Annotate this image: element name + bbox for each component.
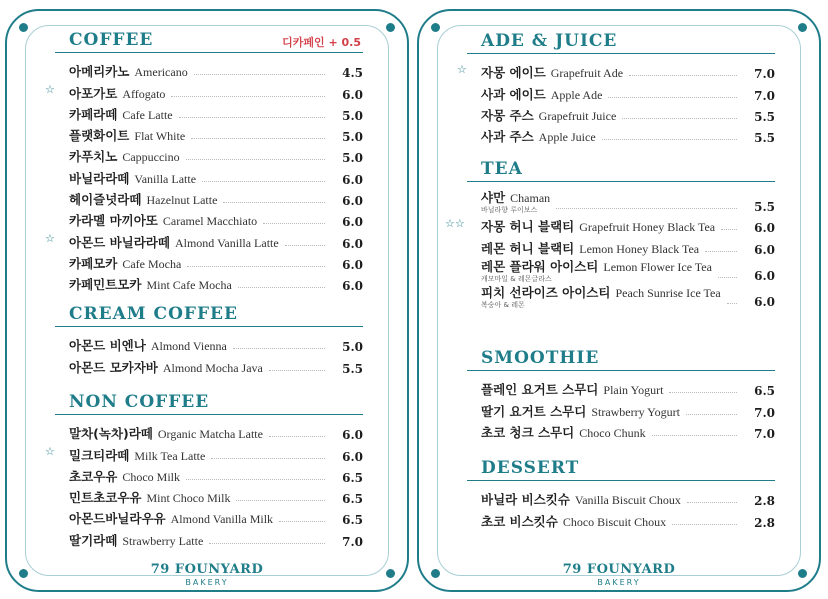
item-name-korean: 플랫화이트	[69, 128, 130, 144]
dot-leader	[602, 139, 737, 140]
dot-leader	[263, 223, 325, 224]
item-list	[55, 333, 363, 376]
section-header	[55, 301, 363, 327]
item-name-group	[481, 380, 663, 398]
item-name-english: Vanilla Biscuit Choux	[574, 493, 681, 508]
brand-name: 79 FOUNYARD	[150, 562, 264, 577]
item-name-korean: 사과 에이드	[481, 86, 546, 102]
item-names	[481, 217, 715, 235]
item-name-english: Choco Biscuit Choux	[562, 514, 667, 529]
menu-item	[467, 283, 775, 309]
item-price: 6.0	[342, 236, 363, 251]
item-price: 7.0	[754, 67, 775, 82]
dot-leader	[285, 245, 325, 246]
menu-item	[457, 60, 775, 82]
item-name-english: Apple Ade	[550, 87, 603, 102]
item-name-korean: 초코 비스킷슈	[481, 513, 558, 529]
brand-subtitle: BAKERY	[597, 578, 641, 587]
menu-item	[467, 124, 775, 145]
item-name-group	[481, 283, 721, 309]
item-name-english: Organic Matcha Latte	[157, 427, 263, 442]
menu-item	[445, 214, 775, 236]
item-list	[467, 377, 775, 441]
item-name-english: Chaman	[510, 191, 551, 205]
menu-page-right	[417, 9, 821, 592]
item-names	[481, 490, 681, 508]
section-non-coffee	[45, 389, 363, 549]
item-price: 5.5	[754, 109, 775, 124]
item-name-korean: 피치 선라이즈 아이스티	[481, 284, 611, 300]
item-name-group	[481, 402, 680, 420]
dot-leader	[238, 287, 325, 288]
section-header	[467, 28, 775, 54]
item-name-group	[69, 233, 279, 251]
item-names	[481, 512, 666, 530]
item-names	[481, 188, 550, 206]
item-name-korean: 아몬드 모카자바	[69, 359, 158, 375]
item-name-korean: 레몬 플라워 아이스티	[481, 258, 599, 274]
item-names	[481, 380, 663, 398]
item-name-group	[69, 211, 257, 229]
dot-leader	[269, 436, 325, 437]
item-list	[45, 421, 363, 549]
dot-leader	[705, 251, 737, 252]
item-name-english: Caramel Macchiato	[162, 214, 258, 229]
star-icon: ☆☆	[445, 217, 465, 230]
item-price: 6.0	[342, 87, 363, 102]
item-name-group	[481, 257, 712, 283]
dot-leader	[171, 96, 325, 97]
item-name-english: Affogato	[122, 86, 166, 101]
item-list	[445, 188, 775, 309]
item-names	[69, 336, 227, 354]
menu-item	[55, 208, 363, 229]
menu-item	[55, 506, 363, 527]
dot-leader	[622, 118, 737, 119]
dot-leader	[718, 277, 737, 278]
item-names	[69, 424, 263, 442]
item-names	[481, 402, 680, 420]
item-names	[481, 63, 623, 81]
item-price: 6.0	[342, 194, 363, 209]
item-price: 7.0	[754, 88, 775, 103]
dot-leader	[191, 138, 325, 139]
item-names	[481, 257, 712, 275]
item-name-english: Cappuccino	[122, 150, 180, 165]
item-price: 6.0	[342, 428, 363, 443]
item-name-korean: 바닐라라떼	[69, 170, 130, 186]
item-price: 7.0	[754, 405, 775, 420]
item-price: 6.5	[754, 384, 775, 399]
item-name-group	[69, 84, 165, 102]
item-name-korean: 자몽 허니 블랙티	[481, 219, 575, 235]
item-name-english: Mint Choco Milk	[146, 491, 231, 506]
menu-item	[45, 80, 363, 102]
item-names	[481, 283, 721, 301]
item-name-korean: 카푸치노	[69, 149, 118, 165]
item-name-korean: 말차(녹차)라떼	[69, 426, 153, 442]
item-names	[481, 239, 699, 257]
item-price: 6.0	[754, 268, 775, 283]
item-names	[69, 62, 188, 80]
brand-name: 79 FOUNYARD	[562, 562, 676, 577]
dot-leader	[687, 502, 737, 503]
item-price: 7.0	[342, 534, 363, 549]
item-name-korean: 레몬 허니 블랙티	[481, 240, 575, 256]
item-name-group	[481, 239, 699, 257]
item-name-english: Apple Juice	[538, 130, 596, 145]
dot-leader	[211, 458, 325, 459]
section-title: COFFEE	[69, 30, 154, 50]
section-header	[55, 27, 363, 53]
item-price: 6.0	[754, 221, 775, 236]
item-names	[481, 127, 596, 145]
item-name-group	[69, 62, 188, 80]
item-name-group	[69, 358, 263, 376]
item-name-group	[481, 188, 550, 214]
menu-item	[55, 123, 363, 144]
item-name-english: Peach Sunrise Ice Tea	[615, 285, 721, 300]
dot-leader	[672, 524, 737, 525]
decaf-note: 디카페인 + 0.5	[282, 36, 361, 49]
item-price: 6.5	[342, 513, 363, 528]
item-names	[69, 467, 180, 485]
section-header	[55, 389, 363, 415]
item-name-group	[481, 423, 646, 441]
item-price: 2.8	[754, 494, 775, 509]
dot-leader	[194, 74, 325, 75]
item-list	[45, 59, 363, 294]
item-name-korean: 아메리카노	[69, 64, 130, 80]
item-name-group	[69, 336, 227, 354]
item-name-english: Strawberry Latte	[122, 533, 204, 548]
menu-item	[467, 508, 775, 529]
item-price: 6.0	[342, 257, 363, 272]
item-price: 6.0	[754, 294, 775, 309]
item-name-english: Mint Cafe Mocha	[146, 278, 232, 293]
dot-leader	[686, 414, 737, 415]
footer-logo	[7, 562, 407, 587]
item-name-korean: 바닐라 비스킷슈	[481, 492, 570, 508]
item-names	[481, 423, 646, 441]
menu-item	[45, 442, 363, 464]
dot-leader	[727, 303, 737, 304]
brand-subtitle: BAKERY	[185, 578, 229, 587]
corner-dot	[386, 23, 395, 32]
menu-item	[55, 102, 363, 123]
item-price: 5.0	[342, 340, 363, 355]
item-name-korean: 카라멜 마끼아또	[69, 213, 158, 229]
item-name-group	[481, 85, 602, 103]
menu-item	[55, 272, 363, 293]
dot-leader	[186, 479, 325, 480]
item-name-korean: 샤만	[481, 190, 506, 205]
item-name-group	[69, 126, 185, 144]
item-name-group	[69, 275, 232, 293]
item-name-korean: 카페민트모카	[69, 277, 142, 293]
item-price: 5.0	[342, 108, 363, 123]
item-name-group	[481, 127, 596, 145]
menu-item	[467, 81, 775, 102]
menu-item	[55, 421, 363, 442]
item-name-english: Almond Vanilla Latte	[174, 235, 279, 250]
item-list	[457, 60, 775, 146]
item-names	[69, 190, 217, 208]
item-price: 2.8	[754, 515, 775, 530]
item-name-group	[69, 254, 181, 272]
item-names	[69, 446, 205, 464]
star-icon: ☆	[457, 63, 467, 76]
dot-leader	[179, 117, 325, 118]
item-price: 6.0	[754, 242, 775, 257]
menu-item	[55, 485, 363, 506]
item-name-english: Vanilla Latte	[134, 171, 197, 186]
dot-leader	[669, 392, 737, 393]
item-names	[69, 211, 257, 229]
item-price: 6.5	[342, 470, 363, 485]
dot-leader	[608, 97, 737, 98]
menu-item	[55, 144, 363, 165]
item-name-english: Cafe Mocha	[122, 256, 182, 271]
dot-leader	[556, 208, 737, 209]
dot-leader	[209, 543, 325, 544]
item-name-group	[69, 467, 180, 485]
section-title: DESSERT	[481, 458, 580, 478]
section-title: CREAM COFFEE	[69, 304, 238, 324]
item-name-korean: 카페모카	[69, 255, 118, 271]
dot-leader	[233, 348, 325, 349]
item-name-english: Grapefruit Ade	[550, 66, 624, 81]
item-name-english: Lemon Flower Ice Tea	[603, 259, 712, 274]
item-name-korean: 플레인 요거트 스무디	[481, 382, 599, 398]
item-description: 복숭아 & 레몬	[481, 300, 525, 309]
item-name-english: Milk Tea Latte	[134, 448, 206, 463]
menu-item	[55, 354, 363, 375]
item-name-english: Almond Vanilla Milk	[170, 512, 274, 527]
menu-item	[467, 420, 775, 441]
item-name-korean: 밀크티라떼	[69, 447, 130, 463]
section-cream-coffee	[55, 301, 363, 376]
section-title: SMOOTHIE	[481, 348, 600, 368]
item-name-korean: 아몬드바닐라우유	[69, 511, 166, 527]
item-names	[69, 358, 263, 376]
dot-leader	[186, 159, 325, 160]
item-names	[69, 509, 273, 527]
dot-leader	[187, 266, 325, 267]
item-name-group	[481, 490, 681, 508]
item-names	[69, 147, 180, 165]
section-tea	[445, 156, 775, 309]
menu-item	[55, 187, 363, 208]
item-names	[69, 275, 232, 293]
section-coffee	[45, 27, 363, 294]
footer-logo	[419, 562, 819, 587]
item-names	[481, 85, 602, 103]
item-name-group	[69, 424, 263, 442]
item-names	[69, 126, 185, 144]
item-names	[69, 488, 230, 506]
item-name-english: Plain Yogurt	[603, 383, 664, 398]
menu-item	[55, 251, 363, 272]
menu-page-left	[5, 9, 409, 592]
item-name-group	[481, 512, 666, 530]
item-price: 6.0	[342, 279, 363, 294]
item-price: 5.0	[342, 151, 363, 166]
item-name-korean: 민트초코우유	[69, 490, 142, 506]
item-name-english: Choco Milk	[122, 469, 180, 484]
menu-item	[55, 333, 363, 354]
item-name-english: Americano	[134, 65, 188, 80]
star-icon: ☆	[45, 232, 55, 246]
item-name-korean: 딸기 요거트 스무디	[481, 403, 587, 419]
item-name-group	[481, 106, 616, 124]
item-description: 캐모마일 & 레몬글라스	[481, 274, 552, 283]
item-names	[69, 254, 181, 272]
item-price: 6.0	[342, 215, 363, 230]
item-price: 6.0	[342, 449, 363, 464]
item-name-group	[69, 147, 180, 165]
item-name-group	[481, 63, 623, 81]
item-name-group	[69, 190, 217, 208]
item-name-group	[69, 105, 173, 123]
item-price: 5.5	[754, 131, 775, 146]
star-icon: ☆	[45, 83, 55, 97]
dot-leader	[223, 202, 325, 203]
item-name-english: Grapefruit Honey Black Tea	[579, 220, 716, 235]
item-name-korean: 초코 청크 스무디	[481, 424, 575, 440]
item-name-english: Flat White	[134, 129, 186, 144]
dot-leader	[202, 181, 325, 182]
corner-dot	[431, 23, 440, 32]
corner-dot	[19, 23, 28, 32]
item-name-english: Hazelnut Latte	[146, 193, 218, 208]
section-smoothie	[467, 345, 775, 441]
item-name-group	[481, 217, 715, 235]
section-title: ADE & JUICE	[481, 31, 618, 51]
menu-item	[467, 257, 775, 283]
section-ade-juice	[457, 28, 775, 146]
item-name-english: Grapefruit Juice	[538, 108, 617, 123]
item-price: 4.5	[342, 66, 363, 81]
item-price: 6.0	[342, 172, 363, 187]
menu-item	[467, 487, 775, 508]
section-title: TEA	[481, 159, 523, 179]
menu-item	[55, 59, 363, 80]
item-name-korean: 헤이즐넛라떼	[69, 192, 142, 208]
star-icon: ☆	[45, 445, 55, 459]
item-name-korean: 아몬드 비엔나	[69, 338, 146, 354]
item-name-korean: 딸기라떼	[69, 532, 118, 548]
dot-leader	[721, 229, 737, 230]
item-price: 5.5	[342, 361, 363, 376]
item-names	[69, 531, 203, 549]
item-name-korean: 아몬드 바닐라라떼	[69, 234, 170, 250]
menu-item	[55, 527, 363, 548]
dot-leader	[279, 521, 325, 522]
corner-dot	[798, 23, 807, 32]
item-name-group	[69, 509, 273, 527]
dot-leader	[652, 435, 737, 436]
dot-leader	[269, 370, 325, 371]
item-name-english: Cafe Latte	[122, 107, 173, 122]
item-name-korean: 아포가토	[69, 85, 118, 101]
item-names	[481, 106, 616, 124]
item-names	[69, 84, 165, 102]
item-name-group	[69, 531, 203, 549]
item-name-english: Almond Mocha Java	[162, 360, 263, 375]
menu-item	[55, 464, 363, 485]
item-name-english: Choco Chunk	[579, 425, 646, 440]
item-name-group	[69, 488, 230, 506]
item-description: 바닐라향 루이보스	[481, 206, 538, 214]
item-name-group	[69, 169, 196, 187]
item-name-english: Lemon Honey Black Tea	[579, 241, 700, 256]
item-names	[69, 233, 279, 251]
menu-item	[467, 103, 775, 124]
menu-item	[45, 229, 363, 251]
menu-item	[467, 377, 775, 398]
section-header	[467, 156, 775, 182]
section-dessert	[467, 455, 775, 530]
menu-item	[467, 235, 775, 256]
item-name-english: Strawberry Yogurt	[591, 404, 680, 419]
section-header	[467, 455, 775, 481]
item-price: 5.0	[342, 130, 363, 145]
menu-item	[467, 398, 775, 419]
item-name-group	[69, 446, 205, 464]
item-names	[69, 105, 173, 123]
item-name-korean: 카페라떼	[69, 106, 118, 122]
menu-item	[467, 188, 775, 214]
menu-item	[55, 165, 363, 186]
dot-leader	[236, 500, 325, 501]
item-names	[69, 169, 196, 187]
item-price: 7.0	[754, 426, 775, 441]
section-title: NON COFFEE	[69, 392, 210, 412]
item-price: 6.5	[342, 492, 363, 507]
item-price: 5.5	[754, 200, 775, 214]
dot-leader	[629, 75, 737, 76]
section-header	[467, 345, 775, 371]
item-name-english: Almond Vienna	[150, 339, 227, 354]
item-name-korean: 사과 주스	[481, 129, 534, 145]
item-name-korean: 초코우유	[69, 468, 118, 484]
item-name-korean: 자몽 주스	[481, 107, 534, 123]
item-list	[467, 487, 775, 530]
item-name-korean: 자몽 에이드	[481, 65, 546, 81]
